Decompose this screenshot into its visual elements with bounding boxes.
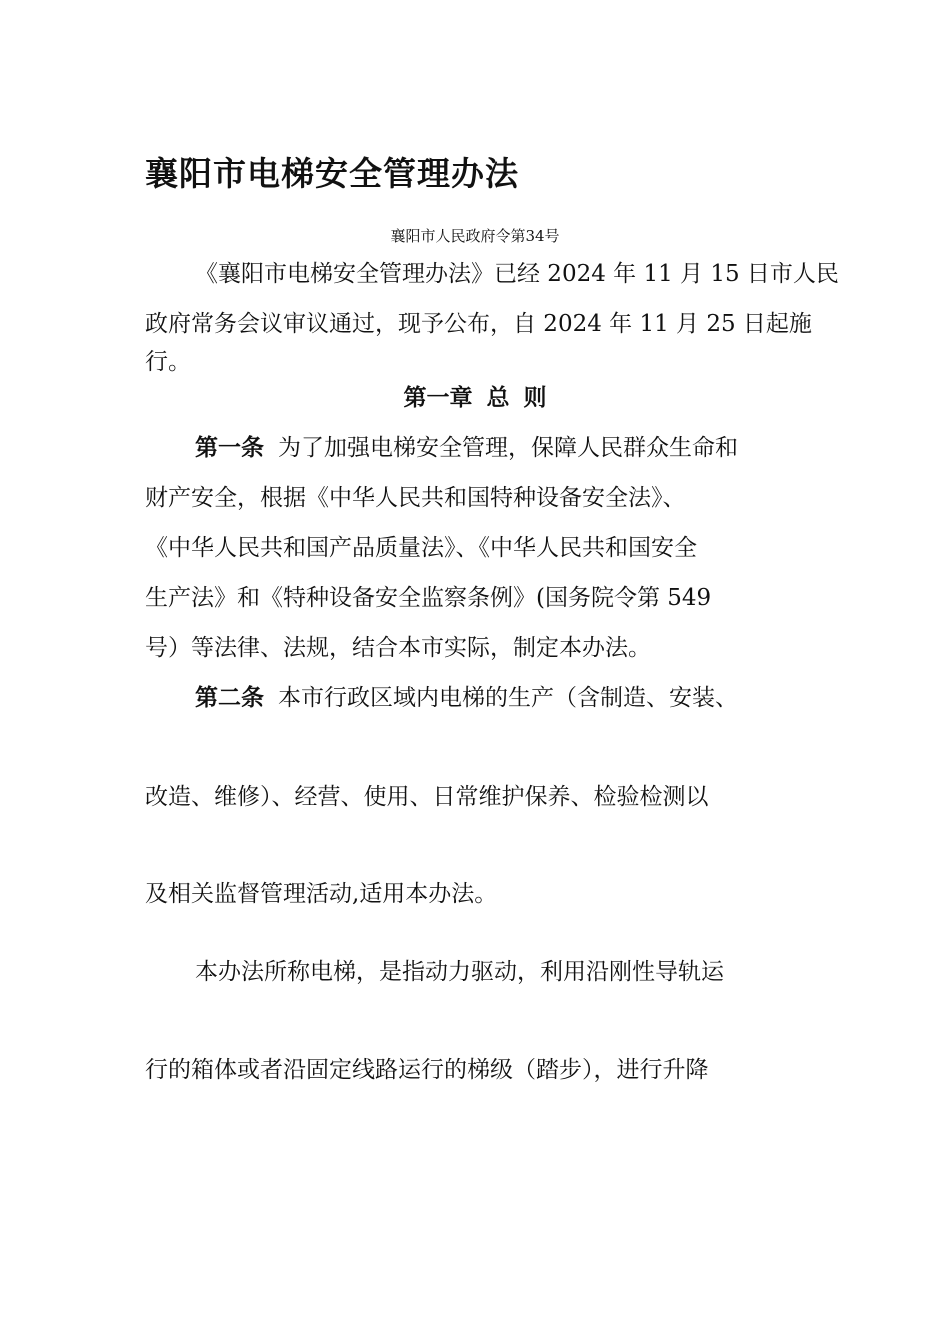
article-1-label: 第一条 [195,435,264,461]
definition-line: 行的箱体或者沿固定线路运行的梯级（踏步），进行升降 [145,1057,709,1083]
article-1-line: 生产法》和《特种设备安全监察条例》(国务院令第 549 [145,585,712,611]
preamble-line: 政府常务会议审议通过，现予公布，自 2024 年 11 月 25 日起施 [145,311,812,337]
article-1-text: 为了加强电梯安全管理，保障人民群众生命和 [278,435,738,461]
article-1-line: 《中华人民共和国产品质量法》、《中华人民共和国安全 [145,535,697,561]
article-2-line: 及相关监督管理活动,适用本办法。 [145,881,498,907]
article-1-line: 财产安全，根据《中华人民共和国特种设备安全法》、 [145,485,686,511]
preamble-line: 行。 [145,349,191,375]
article-2-text: 本市行政区域内电梯的生产（含制造、安装、 [278,685,738,711]
definition-line: 本办法所称电梯，是指动力驱动，利用沿刚性导轨运 [195,959,724,985]
chapter-title: 第一章 总 则 [403,385,547,411]
article-1-first-line [195,433,738,463]
document-title: 襄阳市电梯安全管理办法 [145,154,519,193]
article-2-line: 改造、维修）、经营、使用、日常维护保养、检验检测以 [145,784,709,810]
preamble-line: 《襄阳市电梯安全管理办法》已经 2024 年 11 月 15 日市人民 [195,261,839,287]
article-1-line: 号）等法律、法规，结合本市实际，制定本办法。 [145,635,651,661]
article-2-label: 第二条 [195,685,264,711]
article-2-first-line [195,683,738,713]
decree-number: 襄阳市人民政府令第34号 [390,227,560,245]
